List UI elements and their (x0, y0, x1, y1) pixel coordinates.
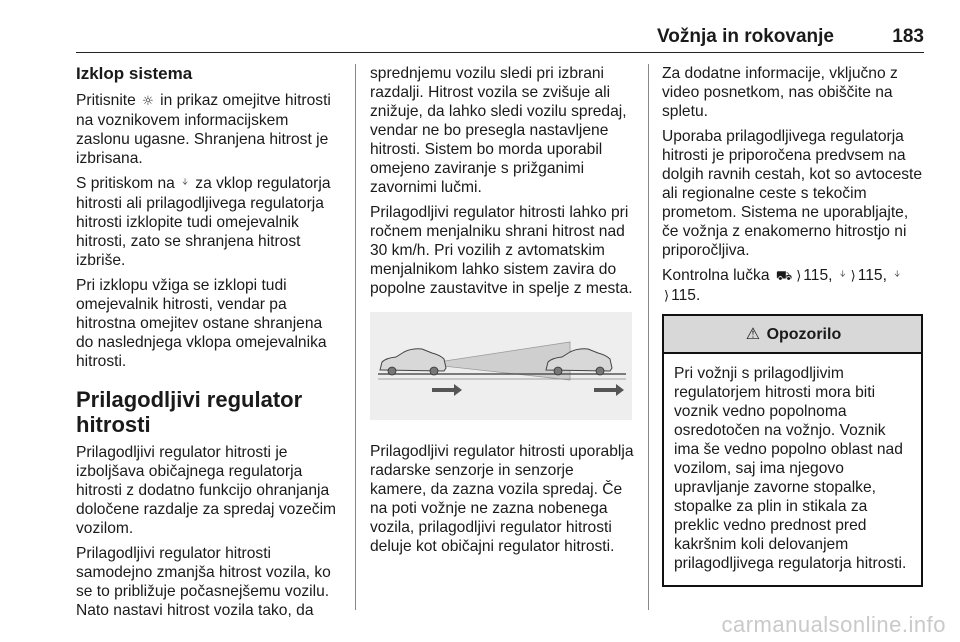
column-3 (662, 64, 925, 587)
subheading-system-off: Izklop sistema (76, 64, 193, 83)
text: in prikaz omejitve hitrosti na voznikovem informacijskem zaslonu ugasne. Shranjena hitrost je izbrisana. (76, 92, 331, 167)
warning-title: Opozorilo (766, 326, 842, 343)
text: za vklop regulatorja hitrosti ali prilagodljivega regulatorja hitrosti izklopite tudi omejevalnik hitrosti, zato se shranjena hitrost izbriše. (76, 175, 331, 269)
paragraph: Prilagodljivi regulator hitrosti je izboljšava običajnega regulatorja hitrosti z dodatno funkcijo ohranjanja določene razdalje za spredaj vozečim vozilom. (76, 444, 337, 537)
warning-header (664, 316, 921, 354)
paragraph: Pri izklopu vžiga se izklopi tudi omejevalnik hitrosti, vendar pa hitrostna omejitev ostane shranjena do naslednjega vklopa omejevalnika hitrosti. (76, 277, 327, 370)
paragraph: Za dodatne informacije, vključno z video posnetkom, nas obiščite na spletu. (662, 65, 898, 120)
warning-box (662, 314, 923, 587)
paragraph: sprednjemu vozilu sledi pri izbrani razdalji. Hitrost vozila se zvišuje ali znižuje, da lahko sledi vozilu spredaj, vendar ne bo presegla nastavljene hitrosti. Sistem bo morda uporabil omejeno zaviranje s prižganimi zavornimi lučmi. (370, 65, 627, 196)
page-ref-arrow-icon: ⟩ (850, 269, 856, 284)
column-divider (648, 64, 649, 610)
page-ref-arrow-icon: ⟩ (796, 269, 802, 284)
watermark: carmanualsonline.info (721, 612, 946, 637)
page-ref-arrow-icon: ⟩ (664, 289, 670, 304)
section-title: Prilagodljivi regulator hitrosti (76, 387, 303, 437)
warning-text: Pri vožnji s prilagodljivim regulatorjem hitrosti mora biti voznik vedno popolnoma osredotočen na vožnjo. Voznik ima še vedno popolno oblast nad vozilom, saj ima njegovo upravljanje zavorne stopalke, stopalke za plin in stikala za preklic vedno prednost pred kakršnim koli delovanjem prilagodljivega regulatorja hitrosti. (674, 365, 907, 572)
radar-illustration-svg (370, 312, 632, 420)
page-header (76, 18, 924, 53)
text: S pritiskom na (76, 175, 175, 192)
direction-arrow-icon (432, 384, 462, 396)
paragraph: Prilagodljivi regulator hitrosti uporablja radarske senzorje in senzorje kamere, da zazna vozila spredaj. Če na poti vožnje ne zazna nobenega vozila, prilagodljivi regulator hitrosti deluje kot običajni regulator hitrosti. (370, 443, 634, 555)
paragraph: Uporaba prilagodljivega regulatorja hitrosti je priporočena predvsem na dolgih ravnih cestah, kot so avtoceste ali regionalne ceste s tekočim prometom. Sistema ne uporabljajte, če vožnja z enakomerno hitrostjo ni priporočljiva. (662, 128, 923, 259)
page-title: Vožnja in rokovanje (656, 26, 834, 47)
cruise-control-icon: ᛎ (838, 269, 847, 284)
page-reference: 115, (857, 267, 887, 284)
column-2 (370, 64, 634, 562)
column-divider (355, 64, 356, 610)
paragraph (76, 174, 342, 270)
adaptive-cruise-icon: ᛎ (893, 269, 902, 284)
page-reference: 115, (803, 267, 833, 284)
column-1 (76, 64, 342, 626)
text: Pritisnite (76, 92, 136, 109)
cruise-control-icon: ᛎ (181, 177, 189, 192)
page-reference: 115. (671, 287, 701, 304)
radar-illustration (370, 312, 632, 420)
text: Kontrolna lučka (662, 267, 770, 284)
warning-icon: ⚠ (745, 324, 761, 343)
direction-arrow-icon (594, 384, 624, 396)
car-ahead-indicator-icon: ⛟ (775, 269, 793, 284)
speed-limiter-icon: ☼ (142, 94, 154, 109)
control-light-references (662, 266, 925, 306)
paragraph: Prilagodljivi regulator hitrosti samodejno zmanjša hitrost vozila, ko se to približuje počasnejšemu vozilu. Nato nastavi hitrost vozila tako, da (76, 545, 331, 619)
page-number: 183 (892, 26, 924, 47)
own-car-icon (380, 349, 446, 375)
paragraph (76, 91, 342, 168)
paragraph: Prilagodljivi regulator hitrosti lahko pri ročnem menjalniku shrani hitrost nad 30 km/h. Pri vozilih z avtomatskim menjalnikom lahko sistem zavira do popolne zaustavitve in spelje z mesta. (370, 204, 633, 297)
